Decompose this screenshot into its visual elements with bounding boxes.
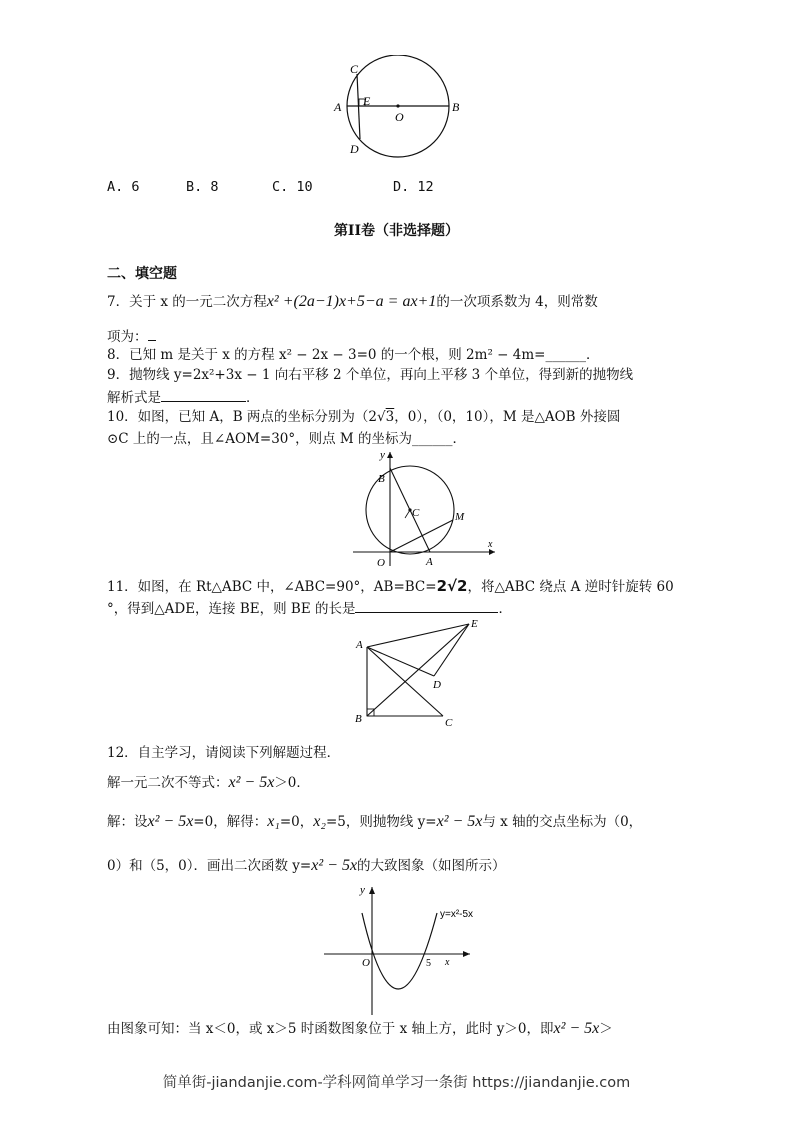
question-12-line3: 解：设x² − 5x=0，解得：x₁=0，x₂=5，则抛物线 y=x² − 5x与 x 轴的交点坐标为（0， bbox=[107, 813, 643, 830]
label-x: x bbox=[488, 539, 493, 550]
label-o: O bbox=[362, 957, 370, 969]
label-d: D bbox=[350, 142, 359, 156]
question-12-line4: 0）和（5，0）．画出二次函数 y=x² − 5x的大致图象（如图所示） bbox=[107, 857, 506, 874]
option-b: B. 8 bbox=[186, 179, 219, 195]
question-7-line1: 7．关于 x 的一元二次方程x² +(2a−1)x+5−a = ax+1的一次项系数为 4，则常数 bbox=[107, 293, 598, 310]
circle-chord-figure bbox=[330, 55, 470, 165]
option-c: C. 10 bbox=[272, 179, 313, 195]
question-12-line1: 12．自主学习，请阅读下列解题过程． bbox=[107, 745, 341, 761]
label-five: 5 bbox=[426, 958, 431, 969]
label-y: y bbox=[360, 884, 365, 896]
circumcircle-figure bbox=[345, 448, 505, 570]
question-7-line2: 项为： bbox=[107, 326, 156, 346]
label-c: C bbox=[445, 717, 453, 729]
label-o: O bbox=[377, 557, 385, 569]
page-footer: 简单街-jiandanjie.com-学科网简单学习一条街 https://jiandanjie.com bbox=[162, 1075, 631, 1091]
question-7-equation: x² +(2a−1)x+5−a = ax+1 bbox=[266, 293, 437, 310]
label-o: O bbox=[395, 110, 404, 124]
question-10-line1: 10．如图，已知 A，B 两点的坐标分别为（2√3，0），（0，10），M 是△AOB 外接圆 bbox=[107, 409, 621, 425]
label-c: C bbox=[412, 507, 420, 519]
question-10-line2: ⊙C 上的一点，且∠AOM=30°，则点 M 的坐标为______． bbox=[107, 431, 467, 447]
option-d: D. 12 bbox=[393, 179, 434, 195]
label-e: E bbox=[363, 94, 371, 108]
label-c: C bbox=[350, 62, 359, 76]
label-a: A bbox=[356, 639, 363, 651]
question-11-line2: °，得到△ADE，连接 BE，则 BE 的长是 ． bbox=[107, 598, 512, 618]
question-9-line1: 9．抛物线 y=2x²+3x − 1 向右平移 2 个单位，再向上平移 3 个单位，得到新的抛物线 bbox=[107, 367, 634, 383]
option-a: A. 6 bbox=[107, 179, 140, 195]
label-a: A bbox=[426, 556, 433, 568]
question-8: 8．已知 m 是关于 x 的方程 x² − 2x − 3=0 的一个根，则 2m² − 4m=______． bbox=[107, 347, 600, 363]
section-title: 第II卷（非选择题） bbox=[333, 223, 460, 239]
label-m: M bbox=[455, 511, 465, 523]
curve-label: y=x²-5x bbox=[440, 909, 474, 920]
label-y: y bbox=[380, 449, 385, 461]
question-12-line5: 由图象可知：当 x＜0，或 x＞5 时函数图象位于 x 轴上方，此时 y＞0，即x² − 5x＞ bbox=[107, 1020, 613, 1037]
parabola-figure bbox=[320, 883, 495, 1018]
label-a: A bbox=[334, 100, 342, 114]
label-b: B bbox=[452, 100, 460, 114]
question-12-line2: 解一元二次不等式：x² − 5x＞0． bbox=[107, 774, 310, 791]
label-x: x bbox=[445, 957, 450, 968]
section-heading-fill-in: 二、填空题 bbox=[107, 266, 177, 282]
rotation-figure bbox=[350, 616, 490, 731]
question-9-line2: 解析式是 ． bbox=[107, 387, 260, 407]
label-b: B bbox=[378, 473, 385, 485]
label-e: E bbox=[471, 618, 478, 630]
question-11-line1: 11．如图，在 Rt△ABC 中，∠ABC=90°，AB=BC=2√2，将△ABC 绕点 A 逆时针旋转 60 bbox=[107, 577, 674, 595]
label-d: D bbox=[433, 679, 441, 691]
label-b: B bbox=[355, 713, 362, 725]
